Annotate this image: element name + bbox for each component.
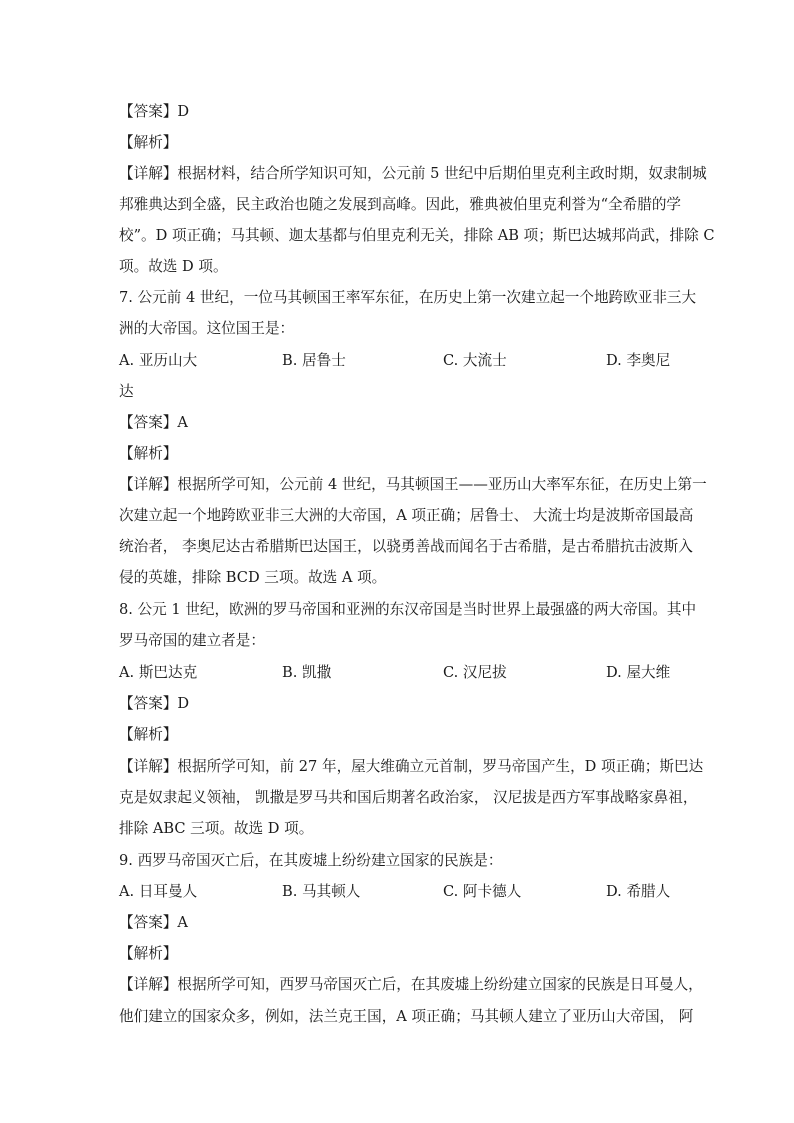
- explanation-line: 校”。D 项正确；马其顿、迦太基都与伯里克利无关，排除 AB 项；斯巴达城邦尚武，排除 C: [119, 227, 715, 244]
- explanation-line: 排除 ABC 三项。故选 D 项。: [119, 820, 314, 837]
- explanation-line: 统治者， 李奥尼达古希腊斯巴达国王，以骁勇善战而闻名于古希腊，是古希腊抗击波斯入: [119, 538, 693, 555]
- question-stem: 洲的大帝国。这位国王是：: [119, 320, 295, 337]
- option-a: A. 亚历山大: [119, 352, 198, 369]
- option-b: B. 居鲁士: [282, 352, 346, 369]
- answer-line: 【答案】D: [119, 103, 190, 120]
- option-a: A. 斯巴达克: [119, 664, 198, 681]
- explanation-line: 侵的英雄，排除 BCD 三项。故选 A 项。: [119, 569, 387, 586]
- analysis-label: 【解析】: [119, 945, 178, 962]
- question-stem: 罗马帝国的建立者是：: [119, 632, 265, 649]
- options-row: [119, 657, 679, 688]
- explanation-line: 克是奴隶起义领袖， 凯撒是罗马共和国后期著名政治家， 汉尼拔是西方军事战略家鼻祖，: [119, 789, 698, 806]
- option-d: D. 李奥尼: [606, 352, 671, 369]
- analysis-label: 【解析】: [119, 134, 178, 151]
- answer-line: 【答案】A: [119, 414, 188, 431]
- options-row: [119, 876, 679, 907]
- option-c: C. 阿卡德人: [443, 883, 522, 900]
- explanation-line: 他们建立的国家众多，例如，法兰克王国，A 项正确；马其顿人建立了亚历山大帝国， 阿: [119, 1008, 694, 1025]
- question-stem: 9. 西罗马帝国灭亡后，在其废墟上纷纷建立国家的民族是：: [119, 852, 503, 869]
- option-d: D. 希腊人: [606, 883, 671, 900]
- option-c: C. 汉尼拔: [443, 664, 507, 681]
- option-b: B. 马其顿人: [282, 883, 361, 900]
- question-stem: 7. 公元前 4 世纪，一位马其顿国王率军东征，在历史上第一次建立起一个地跨欧亚非三大: [119, 289, 697, 306]
- explanation-line: 次建立起一个地跨欧亚非三大洲的大帝国，A 项正确；居鲁士、 大流士均是波斯帝国最高: [119, 507, 694, 524]
- option-d: D. 屋大维: [606, 664, 671, 681]
- option-b: B. 凯撒: [282, 664, 332, 681]
- analysis-label: 【解析】: [119, 726, 178, 743]
- option-c: C. 大流士: [443, 352, 507, 369]
- option-wrap: 达: [119, 383, 134, 400]
- explanation-line: 【详解】根据材料，结合所学知识可知，公元前 5 世纪中后期伯里克利主政时期，奴隶制城: [119, 165, 707, 182]
- answer-line: 【答案】A: [119, 914, 188, 931]
- options-row: [119, 345, 679, 376]
- analysis-label: 【解析】: [119, 445, 178, 462]
- option-a: A. 日耳曼人: [119, 883, 198, 900]
- explanation-line: 【详解】根据所学可知，前 27 年，屋大维确立元首制，罗马帝国产生，D 项正确；斯巴达: [119, 758, 704, 775]
- explanation-line: 【详解】根据所学可知，公元前 4 世纪，马其顿国王——亚历山大率军东征，在历史上第一: [119, 476, 707, 493]
- explanation-line: 邦雅典达到全盛，民主政治也随之发展到高峰。因此，雅典被伯里克利誉为“全希腊的学: [119, 196, 682, 213]
- question-stem: 8. 公元 1 世纪，欧洲的罗马帝国和亚洲的东汉帝国是当时世界上最强盛的两大帝国。其中: [119, 601, 697, 618]
- answer-line: 【答案】D: [119, 695, 190, 712]
- explanation-line: 【详解】根据所学可知，西罗马帝国灭亡后，在其废墟上纷纷建立国家的民族是日耳曼人，: [119, 976, 703, 993]
- explanation-line: 项。故选 D 项。: [119, 258, 228, 275]
